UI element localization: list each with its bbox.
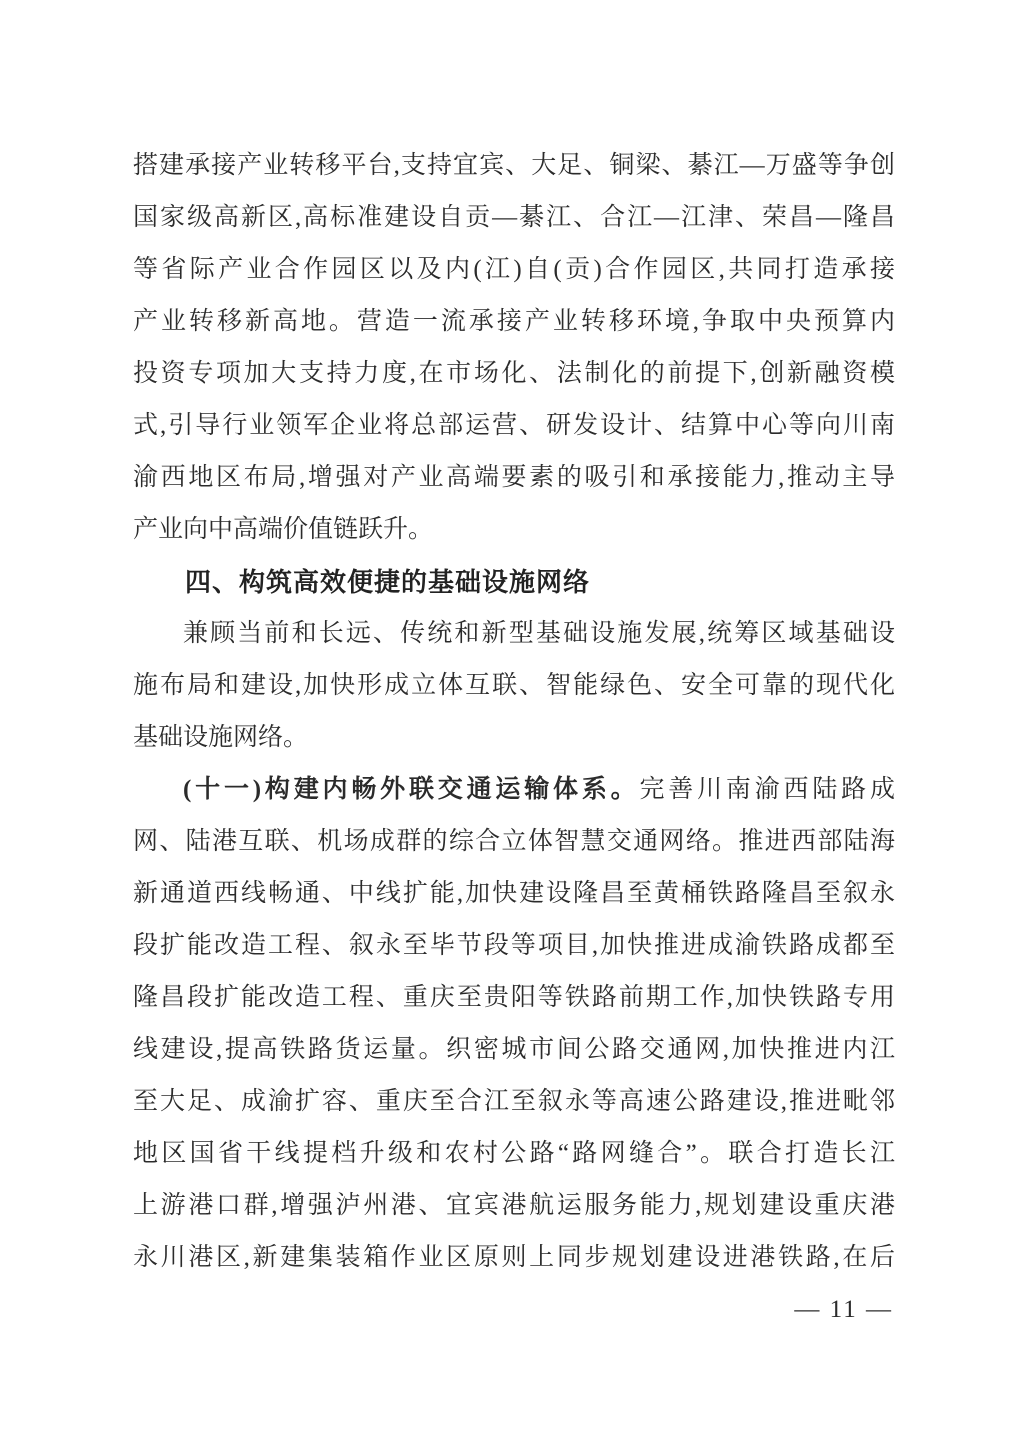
text-line: 段扩能改造工程、叙永至毕节段等项目,加快推进成渝铁路成都至 <box>133 932 895 959</box>
text-line: 隆昌段扩能改造工程、重庆至贵阳等铁路前期工作,加快铁路专用 <box>133 984 895 1011</box>
text-line: 产业向中高端价值链跃升。 <box>133 516 434 543</box>
text-line: 永川港区,新建集装箱作业区原则上同步规划建设进港铁路,在后 <box>133 1244 895 1271</box>
text-line: (十一)构建内畅外联交通运输体系。完善川南渝西陆路成 <box>183 776 895 803</box>
text-line: 地区国省干线提档升级和农村公路“路网缝合”。联合打造长江 <box>133 1140 895 1167</box>
text-line: 新通道西线畅通、中线扩能,加快建设隆昌至黄桶铁路隆昌至叙永 <box>133 880 895 907</box>
text-line: 式,引导行业领军企业将总部运营、研发设计、结算中心等向川南 <box>133 412 895 439</box>
text-body <box>133 140 895 1284</box>
text-line: 上游港口群,增强泸州港、宜宾港航运服务能力,规划建设重庆港 <box>133 1192 895 1219</box>
clause-title: (十一)构建内畅外联交通运输体系。 <box>183 776 640 803</box>
page-number: — 11 — <box>794 1296 893 1323</box>
text-line: 渝西地区布局,增强对产业高端要素的吸引和承接能力,推动主导 <box>133 464 895 491</box>
text-line: 至大足、成渝扩容、重庆至合江至叙永等高速公路建设,推进毗邻 <box>133 1088 895 1115</box>
text-line: 基础设施网络。 <box>133 724 309 751</box>
text-line: 网、陆港互联、机场成群的综合立体智慧交通网络。推进西部陆海 <box>133 828 895 855</box>
text-line: 等省际产业合作园区以及内(江)自(贡)合作园区,共同打造承接 <box>133 256 895 283</box>
text-line: 投资专项加大支持力度,在市场化、法制化的前提下,创新融资模 <box>133 360 895 387</box>
text-line: 兼顾当前和长远、传统和新型基础设施发展,统筹区域基础设 <box>183 620 895 647</box>
section-heading: 四、构筑高效便捷的基础设施网络 <box>185 567 591 597</box>
text-line: 施布局和建设,加快形成立体互联、智能绿色、安全可靠的现代化 <box>133 672 895 699</box>
text-line: 线建设,提高铁路货运量。织密城市间公路交通网,加快推进内江 <box>133 1036 895 1063</box>
text-line: 产业转移新高地。营造一流承接产业转移环境,争取中央预算内 <box>133 308 895 335</box>
text-line: 国家级高新区,高标准建设自贡—綦江、合江—江津、荣昌—隆昌 <box>133 204 895 231</box>
text-line: 搭建承接产业转移平台,支持宜宾、大足、铜梁、綦江—万盛等争创 <box>133 152 895 179</box>
